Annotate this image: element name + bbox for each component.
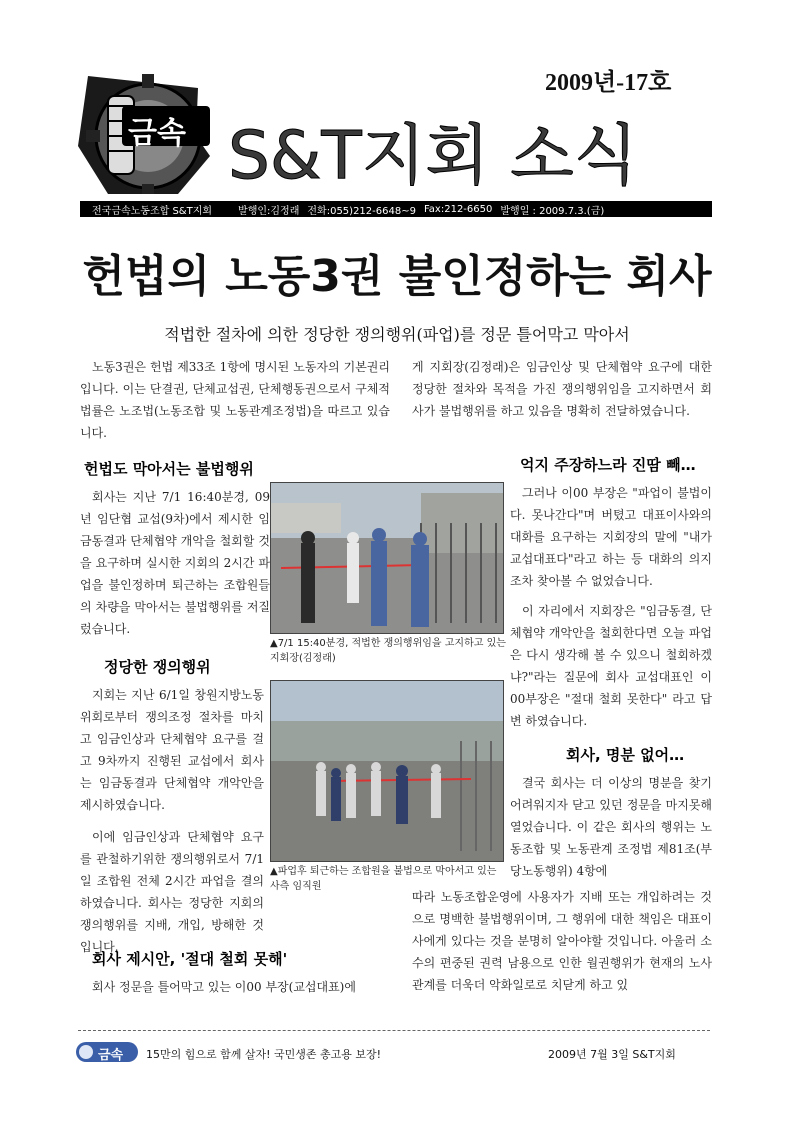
newsletter-title: S&T지회 소식 <box>228 117 638 194</box>
footer-logo-text: 금속 <box>98 1048 124 1063</box>
photo-gate-confrontation <box>270 482 504 634</box>
publication-info-bar <box>80 201 712 217</box>
footer-logo <box>76 1040 138 1064</box>
photo-blocking-workers <box>270 680 504 862</box>
photo-caption-2: ▲파업후 퇴근하는 조합원을 불법으로 막아서고 있는 사측 임직원 <box>270 866 497 892</box>
footer-divider <box>78 1030 710 1031</box>
union-name: 전국금속노동조합 S&T지회 <box>92 205 213 217</box>
left-paragraph-5: 회사 정문을 틀어막고 있는 이00 부장(교섭대표)에 <box>92 980 356 994</box>
right-paragraph-3: 이 자리에서 지회장은 "임금동결, 단체협약 개악안을 철회한다면 오늘 파업은 다시 생각해 볼 수 있으니 철회하겠냐?"라는 질문에 회사 교섭대표인 이00부장은 "절대 철회 못한다" 라고 답변 하였습니다. <box>510 604 712 728</box>
issue-number: 2009년-17호 <box>545 70 672 96</box>
right-paragraph-1: 게 지회장(김정래)은 임금인상 및 단체협약 요구에 대한 정당한 절차와 목적을 가진 쟁의행위임을 고지하면서 회사가 불법행위를 하고 있음을 명확히 전달하였습니다. <box>412 360 712 418</box>
phone: 전화:055)212-6648~9 <box>307 205 416 217</box>
subheadline: 적법한 절차에 의한 정당한 쟁의행위(파업)를 정문 틀어막고 막아서 <box>164 325 630 344</box>
photo-caption-1: ▲7/1 15:40분경, 적법한 쟁의행위임을 고지하고 있는 지회장(김정래) <box>270 638 506 664</box>
headline: 헌법의 노동3권 불인정하는 회사 <box>82 251 712 302</box>
section-heading-company-proposal: 회사 제시안, '절대 철회 못해' <box>92 950 288 968</box>
footer-date: 2009년 7월 3일 S&T지회 <box>548 1048 676 1061</box>
section-heading-no-justification: 회사, 명분 없어… <box>566 746 685 764</box>
right-paragraph-5: 따라 노동조합운영에 사용자가 지배 또는 개입하려는 것으로 명백한 불법행위이며, 그 행위에 대한 책임은 대표이사에게 있다는 것을 분명히 알아야할 것입니다. 아울러 소수의 편중된 권력 남용으로 인한 월권행위가 현재의 노사관계를 더욱더 악화일로로 치닫게 하고 있 <box>412 890 712 992</box>
blocking-photo-illustration <box>271 681 503 861</box>
section-heading-legitimate-action: 정당한 쟁의행위 <box>104 658 211 676</box>
left-paragraph-1: 노동3권은 헌법 제33조 1항에 명시된 노동자의 기본권리입니다. 이는 단결권, 단체교섭권, 단체행동권으로서 구체적 법률은 노조법(노동조합 및 노동관계조정법)을 따르고 있습니다. <box>80 360 390 440</box>
footer-slogan: 15만의 힘으로 함께 살자! 국민생존 총고용 보장! <box>146 1048 382 1061</box>
logo-text: 금속 <box>128 116 186 151</box>
right-paragraph-4: 결국 회사는 더 이상의 명분을 찾기 어려워지자 닫고 있던 정문을 마지못해 열었습니다. 이 같은 회사의 행위는 노동조합 및 노동관계 조정법 제81조(부당노동행위) 4항에 <box>510 776 712 878</box>
gate-photo-illustration <box>271 483 503 633</box>
left-paragraph-3: 지회는 지난 6/1일 창원지방노동위회로부터 쟁의조정 절차를 마치고 임금인상과 단체협약 요구를 걸고 9차까지 진행된 교섭에서 회사는 임금동결과 단체협약 개악안을 제시하였습니다. <box>80 688 264 812</box>
section-heading-forced-claim: 억지 주장하느라 진땀 빼… <box>520 456 696 474</box>
section-heading-illegal-act: 헌법도 막아서는 불법행위 <box>84 460 254 478</box>
union-logo <box>78 66 220 196</box>
fax: Fax:212-6650 <box>423 203 493 215</box>
right-paragraph-2: 그러나 이00 부장은 "파업이 불법이다. 못나간다"며 버텼고 대표이사와의 대화를 요구하는 지회장의 말에 "내가 교섭대표다"라고 하는 등 대화의 의지조차 찾아볼 수 없었습니다. <box>510 486 712 588</box>
left-paragraph-4: 이에 임금인상과 단체협약 요구를 관철하기위한 쟁의행위로서 7/1일 조합원 전체 2시간 파업을 결의하였습니다. 회사는 정당한 지회의 쟁의행위를 지배, 개입, 방해한 것입니다. <box>80 830 264 954</box>
publish-date: 발행일 : 2009.7.3.(금) <box>500 205 605 217</box>
publisher: 발행인:김정래 <box>238 205 300 217</box>
left-paragraph-2: 회사는 지난 7/1 16:40분경, 09년 임단협 교섭(9차)에서 제시한 임금동결과 단체협약 개악을 철회할 것을 요구하며 실시한 지회의 2시간 파업을 불인정하며 퇴근하는 조합원들의 차량을 막아서는 불법행위를 저질렀습니다. <box>80 490 270 636</box>
